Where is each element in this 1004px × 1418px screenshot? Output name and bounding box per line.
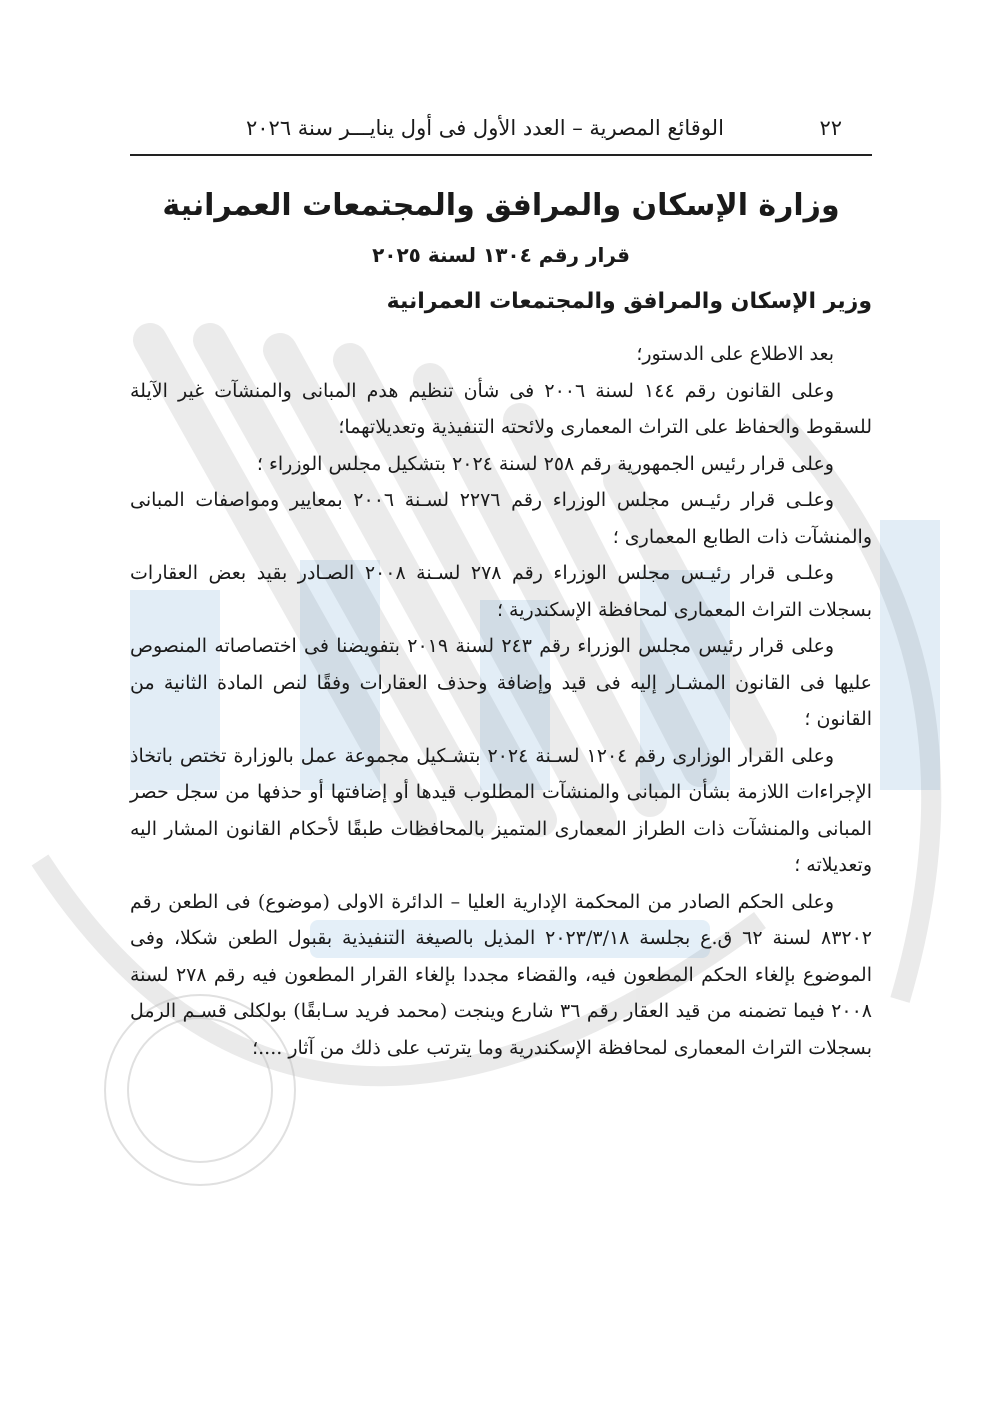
decree-body [130, 336, 872, 1066]
paragraph-presidential-decree: وعلى قرار رئيس الجمهورية رقم ٢٥٨ لسنة ٢٠٢٤ بتشكيل مجلس الوزراء ؛ [256, 452, 834, 475]
minister-line: وزير الإسكان والمرافق والمجتمعات العمرانية [386, 289, 872, 314]
paragraph-ministerial-decree-1204: وعلى القرار الوزارى رقم ١٢٠٤ لسـنة ٢٠٢٤ بتشـكيل مجموعة عمل بالوزارة تختص باتخاذ الإجراءات اللازمة بشأن المبانى والمنشآت المطلوب قيدها أو إضافتها أو حذفها من سجل حصر المبانى والمنشآت ذات الطراز المعمارى المتميز بالمحافظات طبقًا لأحكام القانون المشار اليه وتعديلاته ؛ [130, 744, 872, 876]
paragraph-law-144: وعلى القانون رقم ١٤٤ لسنة ٢٠٠٦ فى شأن تنظيم هدم المبانى والمنشآت غير الآيلة للسقوط والحفاظ على التراث المعمارى ولائحته التنفيذية وتعديلاتهما؛ [130, 379, 872, 438]
running-header [130, 114, 872, 156]
decree-title: قرار رقم ١٣٠٤ لسنة ٢٠٢٥ [372, 243, 630, 267]
paragraph-pm-decree-243: وعلى قرار رئيس مجلس الوزراء رقم ٢٤٣ لسنة ٢٠١٩ بتفويضنا فى اختصاصاته المنصوص عليها فى القانون المشـار إليه فى قيد وإضافة وحذف العقارات وفقًا لنص المادة الثانية من القانون ؛ [130, 635, 872, 730]
paragraph-court-ruling: وعلى الحكم الصادر من المحكمة الإدارية العليا – الدائرة الاولى (موضوع) فى الطعن رقم ٨٣٢٠٢ لسنة ٦٢ ق.ع بجلسة ٢٠٢٣/٣/١٨ المذيل بالصيغة التنفيذية بقبول الطعن شكلا، وفى الموضوع بإلغاء الحكم المطعون فيه، والقضاء مجددا بإلغاء القرار المطعون فيه رقم ٢٧٨ لسنة ٢٠٠٨ فيما تضمنه من قيد العقار رقم ٣٦ شارع وينجت (محمد فريد سـابقًا) بولكلى قسـم الرمل بسجلات التراث المعمارى لمحافظة الإسكندرية وما يترتب على ذلك من آثار ....؛ [130, 890, 873, 1059]
ministry-title: وزارة الإسكان والمرافق والمجتمعات العمرانية [162, 188, 840, 223]
page-number: ٢٢ [819, 116, 842, 140]
publication-title: الوقائع المصرية – العدد الأول فى أول ينايـــر سنة ٢٠٢٦ [246, 116, 724, 140]
paragraph-pm-decree-2276: وعلـى قرار رئيـس مجلس الوزراء رقم ٢٢٧٦ لسـنة ٢٠٠٦ بمعايير ومواصفات المبانى والمنشآت ذات الطابع المعمارى ؛ [130, 489, 872, 548]
paragraph-pm-decree-278: وعلـى قرار رئيـس مجلس الوزراء رقم ٢٧٨ لسـنة ٢٠٠٨ الصـادر بقيد بعض العقارات بسجلات التراث المعمارى لمحافظة الإسكندرية ؛ [130, 562, 872, 621]
paragraph-constitution: بعد الاطلاع على الدستور؛ [636, 343, 834, 365]
